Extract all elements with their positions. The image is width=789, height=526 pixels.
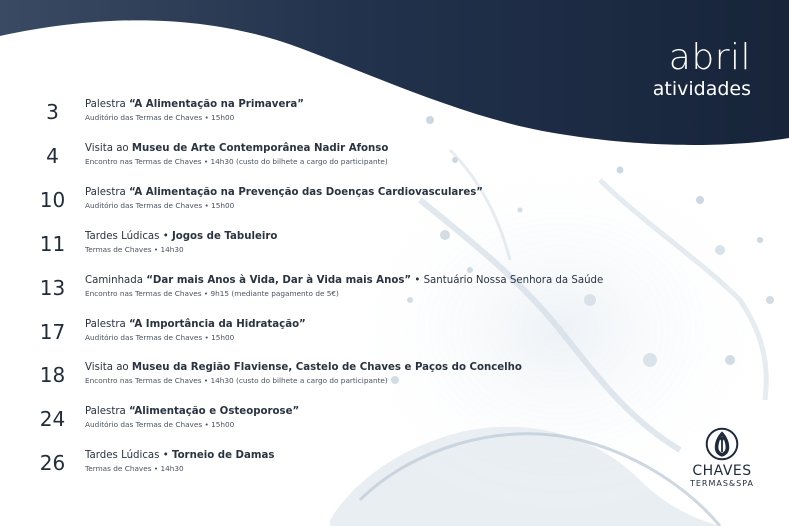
event-title: “A Alimentação na Primavera” (129, 99, 304, 110)
event-type: Palestra (85, 319, 129, 330)
event-day: 17 (39, 320, 66, 344)
event-title: “A Importância da Hidratação” (129, 319, 306, 330)
event-day: 26 (39, 451, 66, 475)
event-day: 13 (39, 276, 66, 300)
event-title-line (85, 449, 274, 463)
event-extra: • Santuário Nossa Senhora da Saúde (411, 275, 604, 286)
event-type: Palestra (85, 187, 129, 198)
event-details: Encontro nas Termas de Chaves • 14h30 (custo do bilhete a cargo do participante) (85, 376, 388, 385)
event-title-line (85, 186, 483, 200)
event-type: Visita ao (85, 362, 132, 373)
event-item (0, 405, 600, 439)
event-type: Tardes Lúdicas • (85, 450, 172, 461)
event-type: Palestra (85, 406, 129, 417)
event-title-line (85, 98, 304, 112)
event-item (0, 274, 604, 308)
event-title-line (85, 142, 388, 156)
event-details: Auditório das Termas de Chaves • 15h00 (85, 113, 235, 122)
event-title: “Alimentação e Osteoporose” (129, 406, 300, 417)
event-title: Museu de Arte Contemporânea Nadir Afonso (131, 143, 389, 154)
brand-name: CHAVES (692, 463, 752, 479)
event-type: Tardes Lúdicas • (85, 231, 172, 242)
event-details: Auditório das Termas de Chaves • 15h00 (85, 420, 235, 429)
event-title: Museu da Região Flaviense, Castelo de Chaves e Paços do Concelho (131, 362, 522, 373)
event-details: Auditório das Termas de Chaves • 15h00 (85, 201, 235, 210)
page-subtitle: atividades (652, 78, 751, 100)
event-day: 3 (46, 100, 59, 124)
event-title-line (85, 405, 299, 419)
event-item (0, 230, 600, 264)
event-type: Visita ao (85, 143, 132, 154)
event-day: 18 (39, 363, 66, 387)
event-title: “A Alimentação na Prevenção das Doenças Cardiovasculares” (129, 187, 484, 198)
brand-tagline: TERMAS&SPA (689, 479, 755, 488)
event-details: Auditório das Termas de Chaves • 15h00 (85, 333, 235, 342)
event-item (0, 98, 600, 132)
event-item (0, 449, 600, 483)
event-day: 11 (39, 232, 66, 256)
chaves-seal-icon (704, 426, 740, 462)
event-details: Encontro nas Termas de Chaves • 9h15 (mediante pagamento de 5€) (85, 289, 339, 298)
event-title-line (85, 230, 277, 244)
event-day: 10 (39, 188, 66, 212)
event-day: 24 (39, 407, 66, 431)
header-title (653, 38, 751, 100)
event-title-line (85, 318, 306, 332)
event-day: 4 (46, 144, 59, 168)
event-item (0, 186, 600, 220)
event-item (0, 361, 600, 395)
event-item (0, 142, 600, 176)
month-title: abril (668, 37, 751, 78)
brand-logo (672, 426, 772, 489)
event-title: “Dar mais Anos à Vida, Dar à Vida mais Anos” (146, 275, 412, 286)
event-details: Termas de Chaves • 14h30 (85, 464, 184, 473)
event-details: Termas de Chaves • 14h30 (85, 245, 184, 254)
event-title-line (85, 361, 522, 375)
event-title: Jogos de Tabuleiro (171, 231, 278, 242)
event-title-line (85, 274, 603, 288)
event-type: Caminhada (85, 275, 147, 286)
event-type: Palestra (85, 99, 129, 110)
event-item (0, 318, 600, 352)
event-details: Encontro nas Termas de Chaves • 14h30 (custo do bilhete a cargo do participante) (85, 157, 388, 166)
event-title: Torneio de Damas (171, 450, 275, 461)
